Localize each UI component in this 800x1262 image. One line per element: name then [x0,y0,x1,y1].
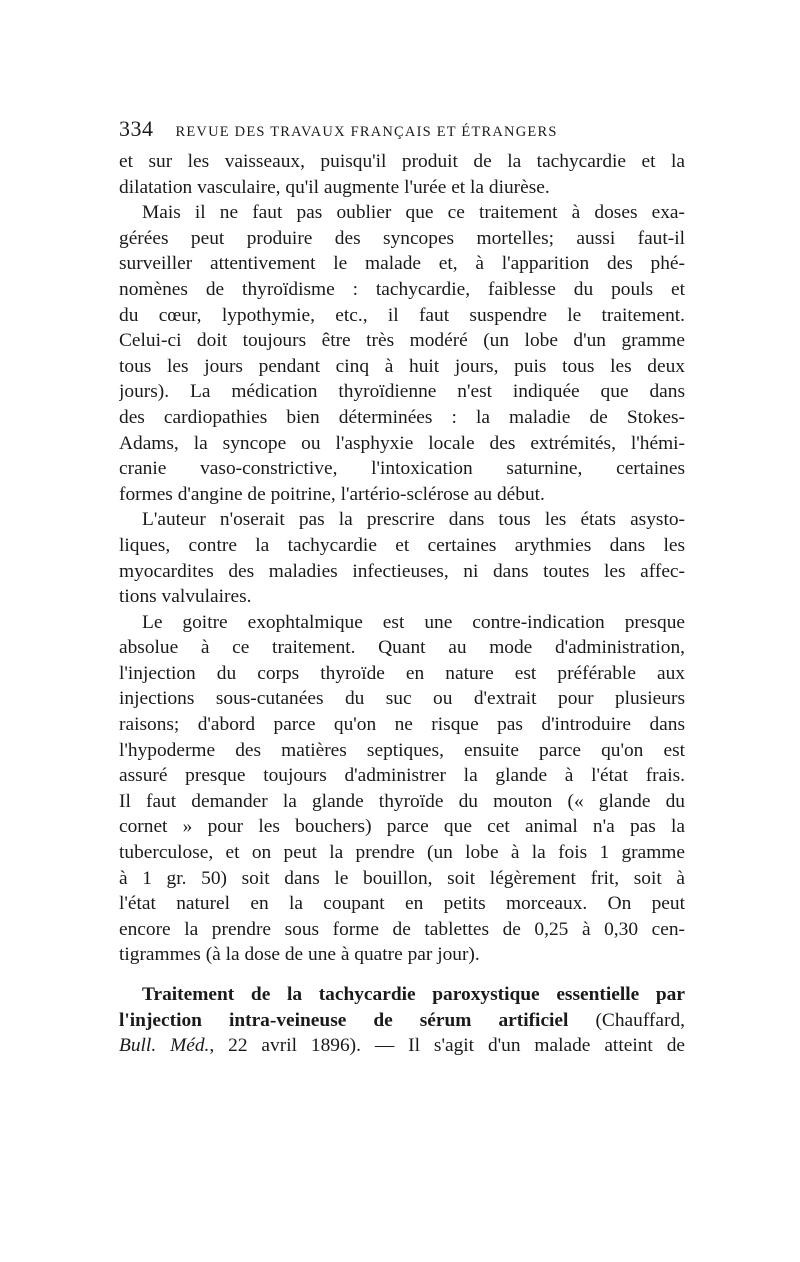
section-heading-line [119,1008,685,1034]
text-line: cranie vaso-constrictive, l'intoxication saturnine, certaines [119,458,685,480]
page-header [119,116,689,141]
text-line: nomènes de thyroïdisme : tachycardie, faiblesse du pouls et [119,278,685,300]
text-line: l'injection du corps thyroïde en nature est préférable aux [119,662,685,684]
text-line: jours). La médication thyroïdienne n'est indiquée que dans [119,381,685,403]
text-line: Mais il ne faut pas oublier que ce traitement à doses exa- [142,202,685,224]
text-line: Le goitre exophtalmique est une contre-indication presque [142,611,685,633]
text-line: tigrammes (à la dose de une à quatre par jour). [119,944,480,966]
text-line: à 1 gr. 50) soit dans le bouillon, soit légèrement frit, soit à [119,867,685,889]
text-line: des cardiopathies bien déterminées : la maladie de Stokes- [119,406,685,428]
text-line: myocardites des maladies infectieuses, ni dans toutes les affec- [119,560,685,582]
author-reference: (Chauffard, [568,1009,685,1031]
paragraphs [119,149,685,968]
text-line: l'hypoderme des matières septiques, ensuite parce qu'on est [119,739,685,761]
section-gap [119,968,685,982]
body-text [119,149,685,1059]
text-line: assuré presque toujours d'administrer la glande à l'état frais. [119,765,685,787]
text-line: Il faut demander la glande thyroïde du mouton (« glande du [119,790,685,812]
paragraph [119,507,685,609]
text-line: et sur les vaisseaux, puisqu'il produit de la tachycardie et la [119,151,685,172]
text-line: gérées peut produire des syncopes mortelles; aussi faut-il [119,227,685,249]
section-heading-text: Traitement de la tachycardie paroxystique essentielle par [142,984,685,1005]
section-heading [119,982,685,1059]
text-line: L'auteur n'oserait pas la prescrire dans tous les états asysto- [142,509,685,531]
text-line: encore la prendre sous forme de tablettes de 0,25 à 0,30 cen- [119,918,685,940]
text-line: dilatation vasculaire, qu'il augmente l'urée et la diurèse. [119,176,550,198]
page-number: 334 [119,116,154,141]
text-line: formes d'angine de poitrine, l'artério-sclérose au début. [119,483,545,505]
paragraph [119,149,685,200]
paragraph [119,610,685,968]
text-line: du cœur, lypothymie, etc., il faut suspendre le traitement. [119,304,685,326]
text-line: cornet » pour les bouchers) parce que cet animal n'a pas la [119,816,685,838]
text-line: surveiller attentivement le malade et, à l'apparition des phé- [119,253,685,275]
section-heading-line [119,982,685,1008]
text-line: tous les jours pendant cinq à huit jours, puis tous les deux [119,355,685,377]
text-line: injections sous-cutanées du suc ou d'extrait pour plusieurs [119,688,685,710]
text-line: absolue à ce traitement. Quant au mode d'administration, [119,637,685,659]
text-line: Celui-ci doit toujours être très modéré (un lobe d'un gramme [119,330,685,352]
running-title: REVUE DES TRAVAUX FRANÇAIS ET ÉTRANGERS [175,124,558,140]
citation-line [119,1033,685,1059]
paragraph [119,200,685,507]
text-line: tuberculose, et on peut la prendre (un lobe à la fois 1 gramme [119,842,685,864]
text-line: tions valvulaires. [119,586,252,608]
section-heading-text: l'injection intra-veineuse de sérum artificiel [119,1009,569,1031]
text-line: Adams, la syncope ou l'asphyxie locale des extrémités, l'hémi- [119,432,685,454]
text-line: l'état naturel en la coupant en petits morceaux. On peut [119,893,685,915]
text-line: liques, contre la tachycardie et certaines arythmies dans les [119,534,685,556]
journal-title: Bull. Méd. [119,1035,210,1057]
citation-text: , 22 avril 1896). — Il s'agit d'un malade atteint de [209,1035,685,1057]
text-line: raisons; d'abord parce qu'on ne risque pas d'introduire dans [119,714,685,736]
